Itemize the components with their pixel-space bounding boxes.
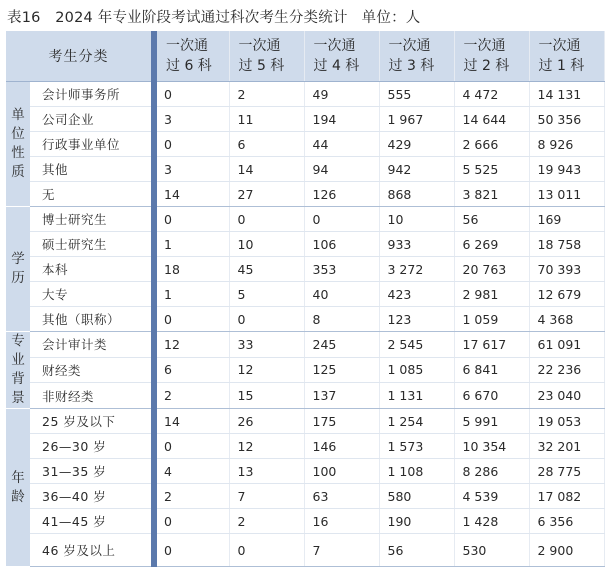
cell-pass-4: 49 xyxy=(304,82,379,107)
cell-pass-1: 14 131 xyxy=(529,82,604,107)
row-label: 公司企业 xyxy=(30,107,154,132)
cell-pass-6: 1 xyxy=(154,282,229,307)
cell-pass-6: 3 xyxy=(154,107,229,132)
cell-pass-1: 22 236 xyxy=(529,357,604,383)
cell-pass-3: 190 xyxy=(379,509,454,534)
row-label: 会计师事务所 xyxy=(30,82,154,107)
cell-pass-6: 14 xyxy=(154,182,229,207)
cell-pass-3: 555 xyxy=(379,82,454,107)
cell-pass-1: 4 368 xyxy=(529,307,604,332)
header-pass-3: 一次通 过 3 科 xyxy=(379,31,454,82)
statistics-table xyxy=(6,31,605,567)
table-row xyxy=(6,257,604,282)
header-row xyxy=(6,31,604,82)
row-label: 会计审计类 xyxy=(30,332,154,358)
row-label: 其他（职称） xyxy=(30,307,154,332)
row-label: 26—30 岁 xyxy=(30,434,154,459)
group-label-char: 景 xyxy=(11,390,25,406)
header-pass-6: 一次通 过 6 科 xyxy=(154,31,229,82)
cell-pass-6: 0 xyxy=(154,534,229,567)
table-caption xyxy=(7,6,420,30)
cell-pass-4: 94 xyxy=(304,157,379,182)
cell-pass-4: 353 xyxy=(304,257,379,282)
cell-pass-5: 2 xyxy=(229,509,304,534)
cell-pass-1: 169 xyxy=(529,207,604,232)
cell-pass-4: 44 xyxy=(304,132,379,157)
cell-pass-5: 0 xyxy=(229,207,304,232)
cell-pass-3: 868 xyxy=(379,182,454,207)
row-label: 博士研究生 xyxy=(30,207,154,232)
group-label-char: 历 xyxy=(11,270,25,286)
cell-pass-1: 17 082 xyxy=(529,484,604,509)
cell-pass-3: 1 108 xyxy=(379,459,454,484)
table-row xyxy=(6,383,604,409)
cell-pass-2: 8 286 xyxy=(454,459,529,484)
cell-pass-4: 63 xyxy=(304,484,379,509)
cell-pass-3: 942 xyxy=(379,157,454,182)
cell-pass-1: 28 775 xyxy=(529,459,604,484)
cell-pass-4: 126 xyxy=(304,182,379,207)
cell-pass-2: 1 059 xyxy=(454,307,529,332)
row-label: 本科 xyxy=(30,257,154,282)
cell-pass-1: 50 356 xyxy=(529,107,604,132)
cell-pass-5: 0 xyxy=(229,307,304,332)
row-label: 41—45 岁 xyxy=(30,509,154,534)
group-label-char: 专 xyxy=(11,333,25,349)
cell-pass-3: 1 254 xyxy=(379,409,454,434)
cell-pass-5: 13 xyxy=(229,459,304,484)
cell-pass-6: 14 xyxy=(154,409,229,434)
table-row xyxy=(6,307,604,332)
group-label xyxy=(6,82,30,207)
cell-pass-5: 15 xyxy=(229,383,304,409)
cell-pass-2: 3 821 xyxy=(454,182,529,207)
cell-pass-5: 6 xyxy=(229,132,304,157)
table-body xyxy=(6,82,604,567)
cell-pass-2: 4 472 xyxy=(454,82,529,107)
cell-pass-2: 56 xyxy=(454,207,529,232)
cell-pass-5: 5 xyxy=(229,282,304,307)
group-label xyxy=(6,332,30,409)
cell-pass-2: 14 644 xyxy=(454,107,529,132)
cell-pass-6: 12 xyxy=(154,332,229,358)
row-label: 非财经类 xyxy=(30,383,154,409)
header-pass-4: 一次通 过 4 科 xyxy=(304,31,379,82)
group-label-char: 龄 xyxy=(11,488,25,505)
cell-pass-4: 175 xyxy=(304,409,379,434)
cell-pass-5: 11 xyxy=(229,107,304,132)
header-pass-2: 一次通 过 2 科 xyxy=(454,31,529,82)
table-row xyxy=(6,409,604,434)
cell-pass-6: 0 xyxy=(154,132,229,157)
cell-pass-2: 6 269 xyxy=(454,232,529,257)
table-row xyxy=(6,534,604,567)
cell-pass-3: 1 131 xyxy=(379,383,454,409)
cell-pass-5: 12 xyxy=(229,357,304,383)
cell-pass-4: 125 xyxy=(304,357,379,383)
row-label: 财经类 xyxy=(30,357,154,383)
group-label-char: 质 xyxy=(11,164,25,180)
table-row xyxy=(6,484,604,509)
cell-pass-4: 8 xyxy=(304,307,379,332)
cell-pass-4: 40 xyxy=(304,282,379,307)
cell-pass-1: 8 926 xyxy=(529,132,604,157)
cell-pass-1: 32 201 xyxy=(529,434,604,459)
cell-pass-4: 146 xyxy=(304,434,379,459)
cell-pass-4: 7 xyxy=(304,534,379,567)
cell-pass-3: 429 xyxy=(379,132,454,157)
cell-pass-5: 26 xyxy=(229,409,304,434)
cell-pass-5: 27 xyxy=(229,182,304,207)
table-row xyxy=(6,282,604,307)
cell-pass-6: 0 xyxy=(154,307,229,332)
table-row xyxy=(6,107,604,132)
cell-pass-6: 0 xyxy=(154,434,229,459)
unit-label: 单位：人 xyxy=(361,10,421,26)
cell-pass-6: 4 xyxy=(154,459,229,484)
cell-pass-6: 3 xyxy=(154,157,229,182)
cell-pass-3: 580 xyxy=(379,484,454,509)
cell-pass-1: 6 356 xyxy=(529,509,604,534)
header-pass-5: 一次通 过 5 科 xyxy=(229,31,304,82)
cell-pass-6: 0 xyxy=(154,207,229,232)
table-row xyxy=(6,459,604,484)
cell-pass-2: 1 428 xyxy=(454,509,529,534)
cell-pass-2: 5 991 xyxy=(454,409,529,434)
table-row xyxy=(6,182,604,207)
cell-pass-1: 19 943 xyxy=(529,157,604,182)
table-row xyxy=(6,509,604,534)
row-label: 25 岁及以下 xyxy=(30,409,154,434)
cell-pass-2: 4 539 xyxy=(454,484,529,509)
cell-pass-6: 18 xyxy=(154,257,229,282)
header-pass-1: 一次通 过 1 科 xyxy=(529,31,604,82)
cell-pass-1: 61 091 xyxy=(529,332,604,358)
cell-pass-3: 56 xyxy=(379,534,454,567)
cell-pass-5: 7 xyxy=(229,484,304,509)
header-category: 考生分类 xyxy=(6,31,154,82)
table-row xyxy=(6,132,604,157)
cell-pass-1: 23 040 xyxy=(529,383,604,409)
cell-pass-1: 12 679 xyxy=(529,282,604,307)
cell-pass-3: 1 573 xyxy=(379,434,454,459)
cell-pass-2: 5 525 xyxy=(454,157,529,182)
cell-pass-5: 2 xyxy=(229,82,304,107)
row-label: 行政事业单位 xyxy=(30,132,154,157)
cell-pass-5: 10 xyxy=(229,232,304,257)
cell-pass-5: 0 xyxy=(229,534,304,567)
cell-pass-4: 100 xyxy=(304,459,379,484)
cell-pass-2: 2 981 xyxy=(454,282,529,307)
cell-pass-5: 45 xyxy=(229,257,304,282)
row-label: 其他 xyxy=(30,157,154,182)
cell-pass-3: 3 272 xyxy=(379,257,454,282)
cell-pass-5: 33 xyxy=(229,332,304,358)
table-row xyxy=(6,82,604,107)
row-label: 无 xyxy=(30,182,154,207)
row-label: 36—40 岁 xyxy=(30,484,154,509)
cell-pass-2: 2 666 xyxy=(454,132,529,157)
group-label-char: 学 xyxy=(11,251,25,267)
cell-pass-2: 530 xyxy=(454,534,529,567)
cell-pass-3: 1 085 xyxy=(379,357,454,383)
group-label-char: 位 xyxy=(11,126,25,142)
table-row xyxy=(6,434,604,459)
table-row xyxy=(6,207,604,232)
cell-pass-2: 6 841 xyxy=(454,357,529,383)
group-label-char: 性 xyxy=(11,145,25,161)
group-label xyxy=(6,207,30,332)
cell-pass-6: 0 xyxy=(154,509,229,534)
table-row xyxy=(6,157,604,182)
row-label: 硕士研究生 xyxy=(30,232,154,257)
cell-pass-3: 10 xyxy=(379,207,454,232)
cell-pass-5: 12 xyxy=(229,434,304,459)
group-label xyxy=(6,409,30,567)
cell-pass-1: 18 758 xyxy=(529,232,604,257)
cell-pass-3: 933 xyxy=(379,232,454,257)
cell-pass-3: 2 545 xyxy=(379,332,454,358)
cell-pass-4: 194 xyxy=(304,107,379,132)
cell-pass-5: 14 xyxy=(229,157,304,182)
group-label-char: 单 xyxy=(11,107,25,123)
cell-pass-4: 16 xyxy=(304,509,379,534)
cell-pass-2: 6 670 xyxy=(454,383,529,409)
cell-pass-1: 2 900 xyxy=(529,534,604,567)
table-title: 表16 2024 年专业阶段考试通过科次考生分类统计 xyxy=(7,10,348,26)
cell-pass-2: 20 763 xyxy=(454,257,529,282)
table-row xyxy=(6,232,604,257)
cell-pass-1: 70 393 xyxy=(529,257,604,282)
cell-pass-3: 123 xyxy=(379,307,454,332)
cell-pass-3: 1 967 xyxy=(379,107,454,132)
cell-pass-3: 423 xyxy=(379,282,454,307)
group-label-char: 背 xyxy=(11,371,25,387)
table-row xyxy=(6,357,604,383)
cell-pass-4: 245 xyxy=(304,332,379,358)
cell-pass-6: 0 xyxy=(154,82,229,107)
cell-pass-4: 0 xyxy=(304,207,379,232)
cell-pass-6: 2 xyxy=(154,484,229,509)
cell-pass-6: 1 xyxy=(154,232,229,257)
cell-pass-4: 137 xyxy=(304,383,379,409)
row-label: 大专 xyxy=(30,282,154,307)
cell-pass-4: 106 xyxy=(304,232,379,257)
cell-pass-1: 19 053 xyxy=(529,409,604,434)
cell-pass-1: 13 011 xyxy=(529,182,604,207)
row-label: 31—35 岁 xyxy=(30,459,154,484)
group-label-char: 年 xyxy=(11,469,25,486)
cell-pass-2: 10 354 xyxy=(454,434,529,459)
row-label: 46 岁及以上 xyxy=(30,534,154,567)
cell-pass-2: 17 617 xyxy=(454,332,529,358)
cell-pass-6: 2 xyxy=(154,383,229,409)
group-label-char: 业 xyxy=(11,352,25,368)
table-row xyxy=(6,332,604,358)
cell-pass-6: 6 xyxy=(154,357,229,383)
